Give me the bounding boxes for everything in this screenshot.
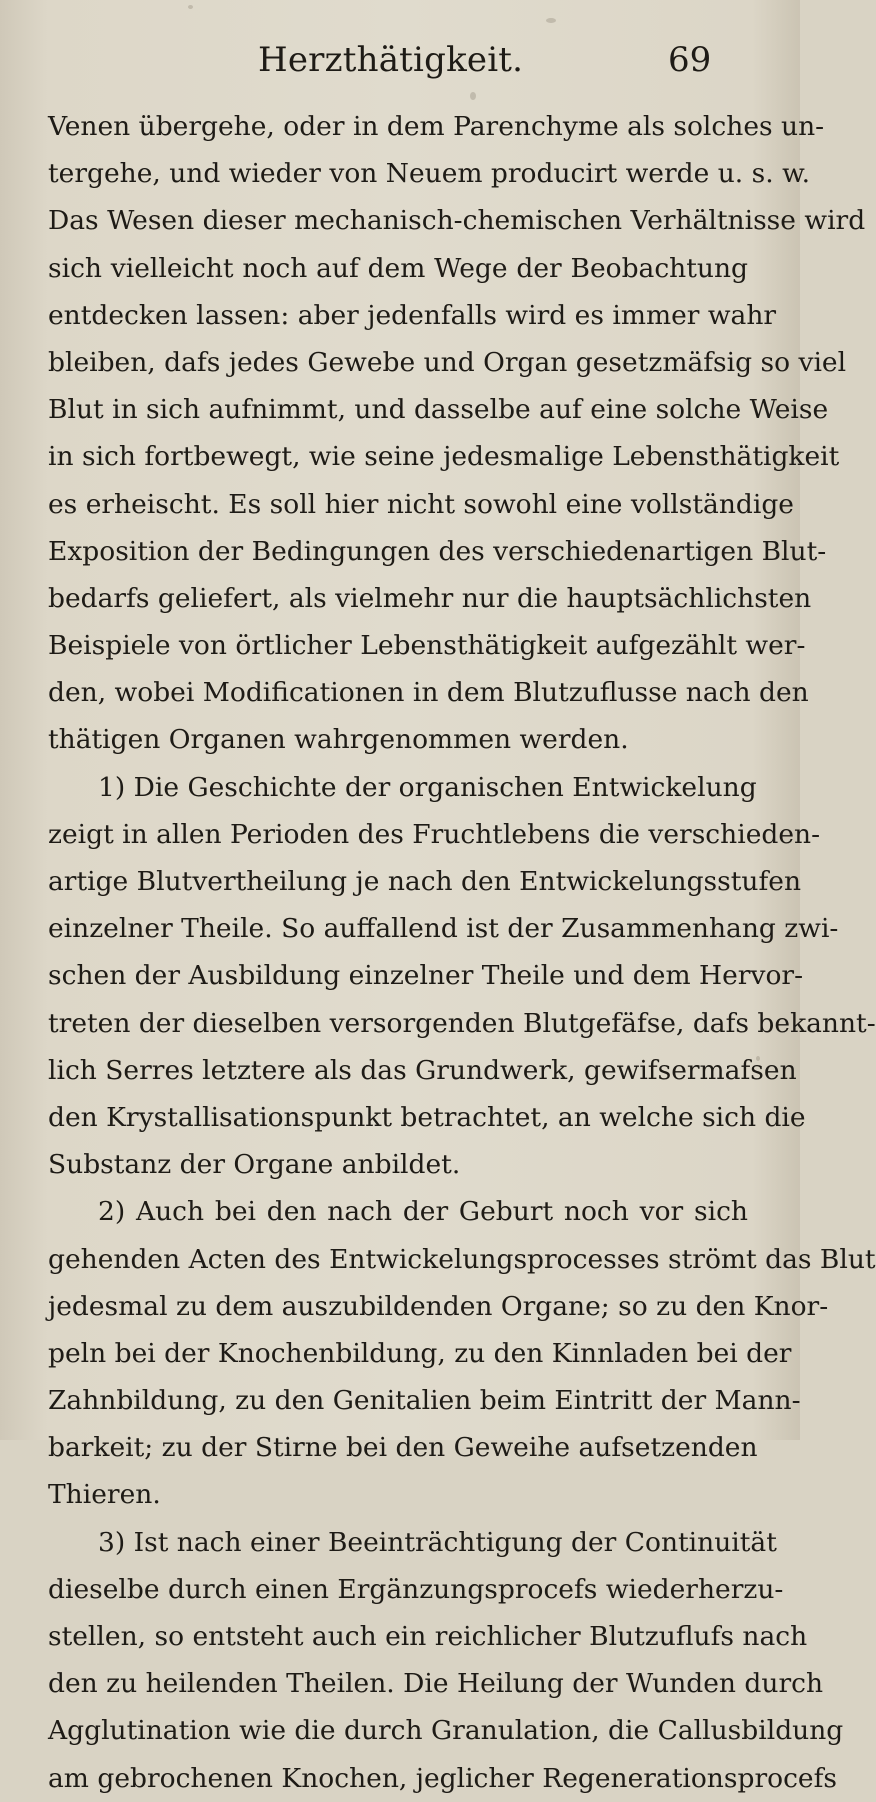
ink-speck xyxy=(188,5,193,9)
paragraph-end-line: thätigen Organen wahrgenommen werden. xyxy=(48,724,629,756)
ink-speck xyxy=(470,92,476,100)
paragraph-start-line: 3) Ist nach einer Beeinträchtigung der Continuität xyxy=(98,1526,777,1558)
text-line: Exposition der Bedingungen des verschiedenartigen Blut- xyxy=(48,535,827,567)
text-line: Das Wesen dieser mechanisch-chemischen Verhältnisse wird xyxy=(48,205,866,237)
text-line: treten der dieselben versorgenden Blutgefäfse, dafs bekannt- xyxy=(48,1007,876,1039)
text-line: artige Blutvertheilung je nach den Entwickelungsstufen xyxy=(48,866,802,897)
text-line: in sich fortbewegt, wie seine jedesmalige Lebensthätigkeit xyxy=(48,441,840,473)
text-line: Zahnbildung, zu den Genitalien beim Eintritt der Mann- xyxy=(48,1385,801,1417)
text-line: den, wobei Modificationen in dem Blutzuflusse nach den xyxy=(48,677,809,709)
paragraph-start-line: 2) Auch bei den nach der Geburt noch vor sich xyxy=(98,1196,748,1228)
paragraph-end-line: Thieren. xyxy=(48,1479,161,1511)
text-line: bleiben, dafs jedes Gewebe und Organ gesetzmäfsig so viel xyxy=(48,346,847,378)
text-line: bedarfs geliefert, als vielmehr nur die hauptsächlichsten xyxy=(48,582,812,614)
text-line: entdecken lassen: aber jedenfalls wird es immer wahr xyxy=(48,299,777,331)
text-line: Blut in sich aufnimmt, und dasselbe auf eine solche Weise xyxy=(48,394,829,426)
text-line: einzelner Theile. So auffallend ist der Zusammenhang zwi- xyxy=(48,913,839,945)
text-line: schen der Ausbildung einzelner Theile und dem Hervor- xyxy=(48,960,804,992)
paragraph-start-line: 1) Die Geschichte der organischen Entwickelung xyxy=(98,771,757,803)
text-line: lich Serres letztere als das Grundwerk, gewifsermafsen xyxy=(48,1054,797,1086)
page-header xyxy=(0,40,800,88)
text-line: es erheischt. Es soll hier nicht sowohl eine vollständige xyxy=(48,488,794,520)
page-number: 69 xyxy=(668,40,712,80)
ink-speck xyxy=(546,18,556,23)
text-line: den Krystallisationspunkt betrachtet, an welche sich die xyxy=(48,1101,806,1133)
running-title: Herzthätigkeit. xyxy=(258,40,524,80)
text-line: tergehe, und wieder von Neuem producirt werde u. s. w. xyxy=(48,158,811,190)
text-line: stellen, so entsteht auch ein reichlicher Blutzuflufs nach xyxy=(48,1621,808,1652)
text-line: den zu heilenden Theilen. Die Heilung der Wunden durch xyxy=(48,1668,824,1700)
text-line: Beispiele von örtlicher Lebensthätigkeit aufgezählt wer- xyxy=(48,630,806,662)
text-line: gehenden Acten des Entwickelungsprocesses strömt das Blut xyxy=(48,1243,876,1275)
text-line: barkeit; zu der Stirne bei den Geweihe aufsetzenden xyxy=(48,1432,758,1464)
text-line: peln bei der Knochenbildung, zu den Kinnladen bei der xyxy=(48,1337,792,1369)
text-line: jedesmal zu dem auszubildenden Organe; so zu den Knor- xyxy=(48,1290,829,1322)
text-line: am gebrochenen Knochen, jeglicher Regenerationsprocefs xyxy=(48,1762,837,1794)
text-line: zeigt in allen Perioden des Fruchtlebens die verschieden- xyxy=(48,818,821,850)
text-line: sich vielleicht noch auf dem Wege der Beobachtung xyxy=(48,252,748,284)
text-line: Venen übergehe, oder in dem Parenchyme als solches un- xyxy=(48,111,825,142)
body-text xyxy=(48,103,876,1802)
text-line: dieselbe durch einen Ergänzungsprocefs wiederherzu- xyxy=(48,1573,784,1605)
text-line: Agglutination wie die durch Granulation, die Callusbildung xyxy=(48,1715,844,1747)
paragraph-end-line: Substanz der Organe anbildet. xyxy=(48,1149,461,1181)
